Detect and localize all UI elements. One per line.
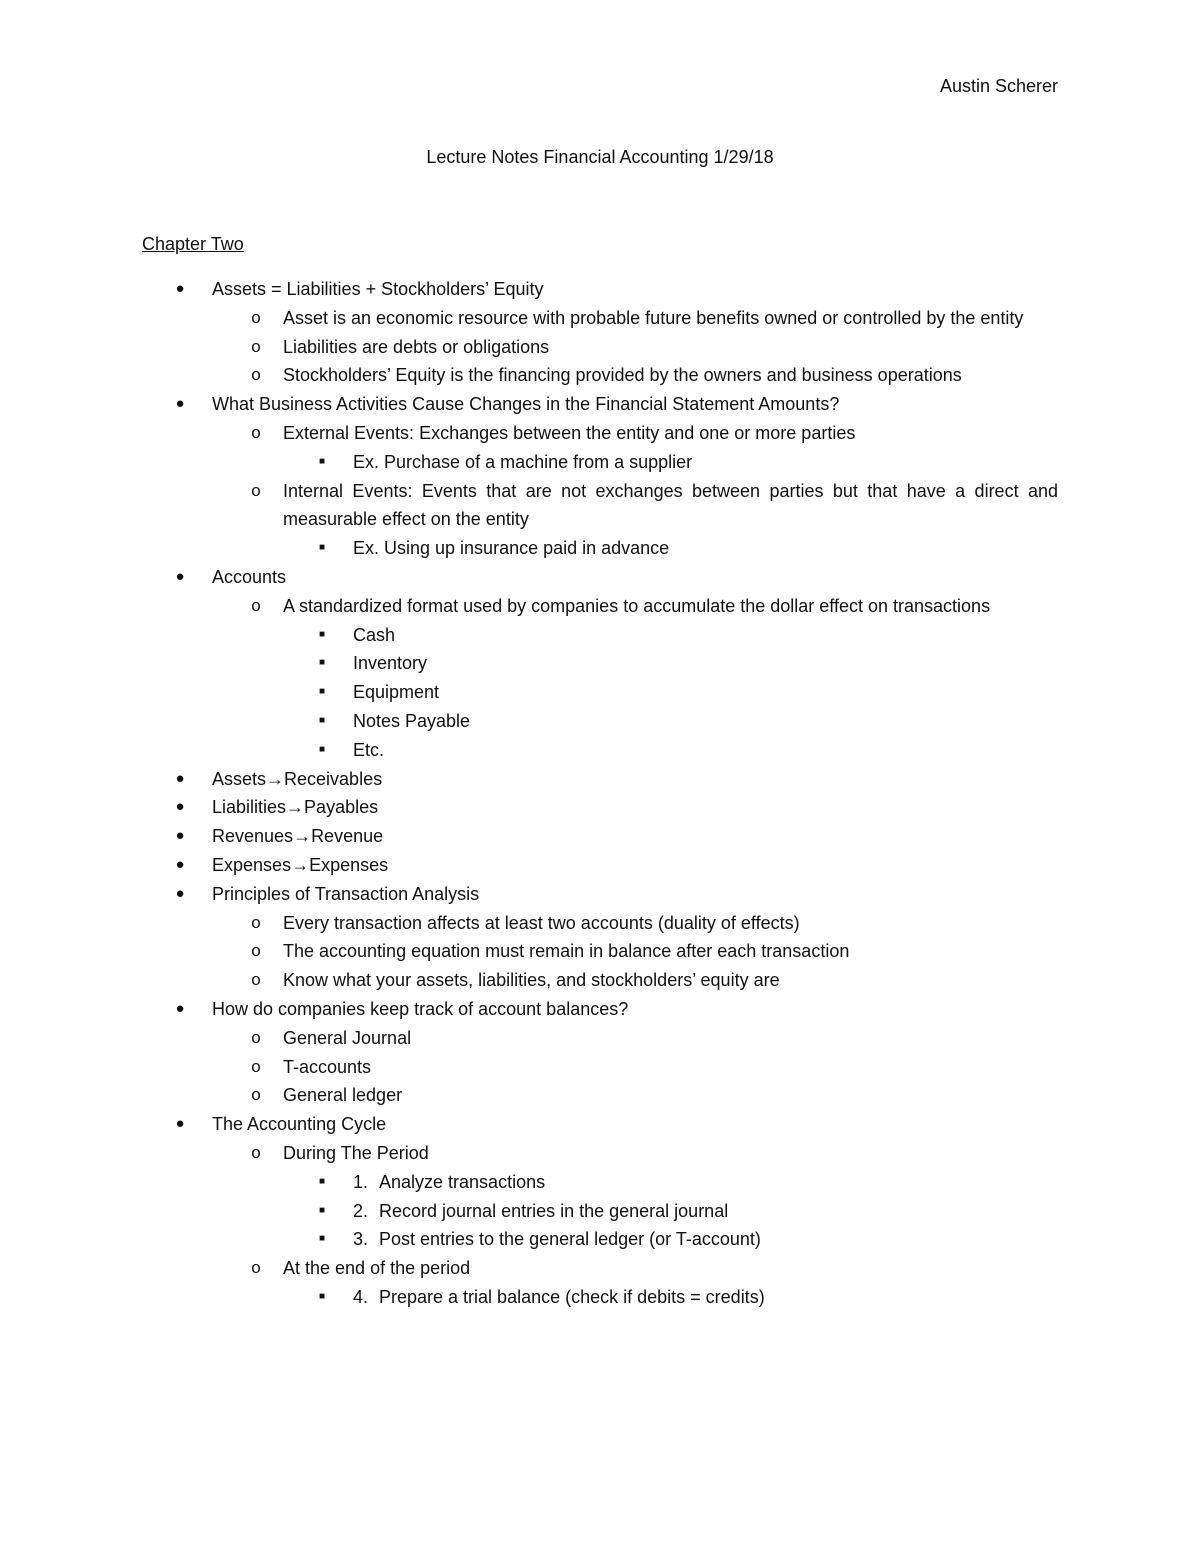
step-text: Prepare a trial balance (check if debits = credits) [379, 1286, 765, 1307]
list-item-text: How do companies keep track of account balances? [212, 998, 629, 1019]
list-item [142, 851, 1058, 880]
list-item [142, 995, 1058, 1024]
bullet-icon: ● [175, 769, 185, 787]
list-item [142, 1283, 1058, 1312]
circle-bullet-icon: o [251, 307, 261, 327]
author-name: Austin Scherer [939, 76, 1058, 96]
list-item-text [212, 793, 1058, 822]
mapping-right: Expenses [309, 854, 389, 875]
document-title: Lecture Notes Financial Accounting 1/29/18 [426, 147, 774, 167]
square-bullet-icon: ■ [318, 1204, 326, 1216]
list-item-text: Equipment [353, 682, 440, 703]
list-item-text: Internal Events: Events that are not exchanges between parties but that have a direct and measurable effect on the entity [283, 480, 1058, 530]
list-item-text: What Business Activities Cause Changes in the Financial Statement Amounts? [212, 394, 840, 415]
list-item [142, 937, 1058, 966]
list-item [142, 1053, 1058, 1082]
step-number: 2. [353, 1200, 369, 1221]
step-number: 1. [353, 1171, 369, 1192]
mapping-right: Payables [304, 797, 379, 818]
circle-bullet-icon: o [251, 941, 261, 961]
list-item-text: Notes Payable [353, 710, 471, 731]
step-text: Record journal entries in the general journal [379, 1200, 729, 1221]
square-bullet-icon: ■ [318, 628, 326, 640]
list-item [142, 304, 1058, 333]
list-item [142, 534, 1058, 563]
arrow-right-icon: → [286, 797, 305, 818]
list-item [142, 1168, 1058, 1197]
mapping-right: Receivables [284, 768, 383, 789]
square-bullet-icon: ■ [318, 714, 326, 726]
list-item [142, 621, 1058, 650]
square-bullet-icon: ■ [318, 743, 326, 755]
bullet-icon: ● [175, 999, 185, 1017]
mapping-left: Liabilities [212, 797, 287, 818]
list-item [142, 1024, 1058, 1053]
list-item [142, 477, 1058, 535]
list-item-text: The Accounting Cycle [212, 1114, 387, 1135]
circle-bullet-icon: o [251, 1056, 261, 1076]
list-item-text [212, 822, 1058, 851]
circle-bullet-icon: o [251, 365, 261, 385]
section-heading: Chapter Two [142, 234, 244, 254]
list-item-text: Inventory [353, 653, 428, 674]
list-item [142, 419, 1058, 448]
list-item-text [212, 851, 1058, 880]
square-bullet-icon: ■ [318, 686, 326, 698]
list-item [142, 333, 1058, 362]
circle-bullet-icon: o [251, 912, 261, 932]
list-item [142, 1254, 1058, 1283]
list-item [142, 765, 1058, 794]
step-number: 4. [353, 1286, 369, 1307]
list-item [142, 909, 1058, 938]
mapping-left: Revenues [212, 826, 294, 847]
list-item [142, 1110, 1058, 1139]
list-item-text [353, 1168, 1058, 1197]
list-item [142, 822, 1058, 851]
mapping-right: Revenue [311, 826, 384, 847]
list-item-text: Accounts [212, 566, 287, 587]
list-item [142, 448, 1058, 477]
arrow-right-icon: → [291, 854, 310, 875]
list-item [142, 563, 1058, 592]
circle-bullet-icon: o [251, 1085, 261, 1105]
circle-bullet-icon: o [251, 1258, 261, 1278]
list-item-text: Know what your assets, liabilities, and stockholders’ equity are [283, 970, 780, 991]
step-number: 3. [353, 1229, 369, 1250]
list-item-text: General Journal [283, 1027, 412, 1048]
bullet-icon: ● [175, 395, 185, 413]
bullet-icon: ● [175, 798, 185, 816]
square-bullet-icon: ■ [318, 1290, 326, 1302]
list-item [142, 361, 1058, 390]
square-bullet-icon: ■ [318, 542, 326, 554]
bullet-icon: ● [175, 280, 185, 297]
list-item-text: Liabilities are debts or obligations [283, 336, 550, 357]
list-item-text: During The Period [283, 1142, 429, 1163]
circle-bullet-icon: o [251, 1142, 261, 1162]
list-item [142, 275, 1058, 304]
list-item [142, 1197, 1058, 1226]
list-item [142, 1139, 1058, 1168]
list-item-text: A standardized format used by companies to accumulate the dollar effect on transactions [283, 595, 991, 616]
list-item [142, 880, 1058, 909]
circle-bullet-icon: o [251, 1027, 261, 1047]
list-item-text: At the end of the period [283, 1258, 471, 1279]
list-item-text: Cash [353, 624, 396, 645]
list-item-text: Every transaction affects at least two accounts (duality of effects) [283, 912, 800, 933]
list-item-text: Principles of Transaction Analysis [212, 883, 480, 904]
list-item-text: Ex. Purchase of a machine from a supplier [353, 451, 693, 472]
list-item [142, 966, 1058, 995]
circle-bullet-icon: o [251, 595, 261, 615]
list-item-text: Assets = Liabilities + Stockholders’ Equity [212, 279, 544, 299]
square-bullet-icon: ■ [318, 1233, 326, 1245]
square-bullet-icon: ■ [318, 657, 326, 669]
list-item [142, 649, 1058, 678]
arrow-right-icon: → [266, 768, 285, 789]
list-item [142, 1081, 1058, 1110]
list-item-text: Asset is an economic resource with probable future benefits owned or controlled by the entity [283, 307, 1024, 328]
list-item [142, 736, 1058, 765]
bullet-icon: ● [175, 567, 185, 585]
notes-outline [142, 275, 1058, 1312]
arrow-right-icon: → [293, 826, 312, 847]
list-item-text [353, 1225, 1058, 1254]
circle-bullet-icon: o [251, 480, 261, 500]
list-item [142, 707, 1058, 736]
list-item-text: T-accounts [283, 1056, 372, 1077]
bullet-icon: ● [175, 855, 185, 873]
bullet-icon: ● [175, 884, 185, 902]
list-item [142, 678, 1058, 707]
step-text: Post entries to the general ledger (or T-account) [379, 1229, 761, 1250]
list-item-text [353, 1283, 1058, 1312]
circle-bullet-icon: o [251, 970, 261, 990]
list-item-text: The accounting equation must remain in balance after each transaction [283, 941, 850, 962]
square-bullet-icon: ■ [318, 1175, 326, 1187]
list-item [142, 1225, 1058, 1254]
mapping-left: Assets [212, 768, 267, 789]
list-item-text [212, 765, 1058, 794]
list-item [142, 390, 1058, 419]
bullet-icon: ● [175, 1115, 185, 1133]
list-item-text: General ledger [283, 1085, 403, 1106]
list-item-text: Etc. [353, 739, 385, 760]
step-text: Analyze transactions [379, 1171, 546, 1192]
list-item-text: Stockholders’ Equity is the financing provided by the owners and business operations [283, 365, 962, 386]
list-item-text [353, 1197, 1058, 1226]
square-bullet-icon: ■ [318, 455, 326, 467]
circle-bullet-icon: o [251, 336, 261, 356]
list-item [142, 592, 1058, 621]
list-item-text: External Events: Exchanges between the entity and one or more parties [283, 422, 856, 443]
circle-bullet-icon: o [251, 422, 261, 442]
list-item-text: Ex. Using up insurance paid in advance [353, 538, 670, 559]
list-item [142, 793, 1058, 822]
mapping-left: Expenses [212, 854, 292, 875]
bullet-icon: ● [175, 827, 185, 845]
